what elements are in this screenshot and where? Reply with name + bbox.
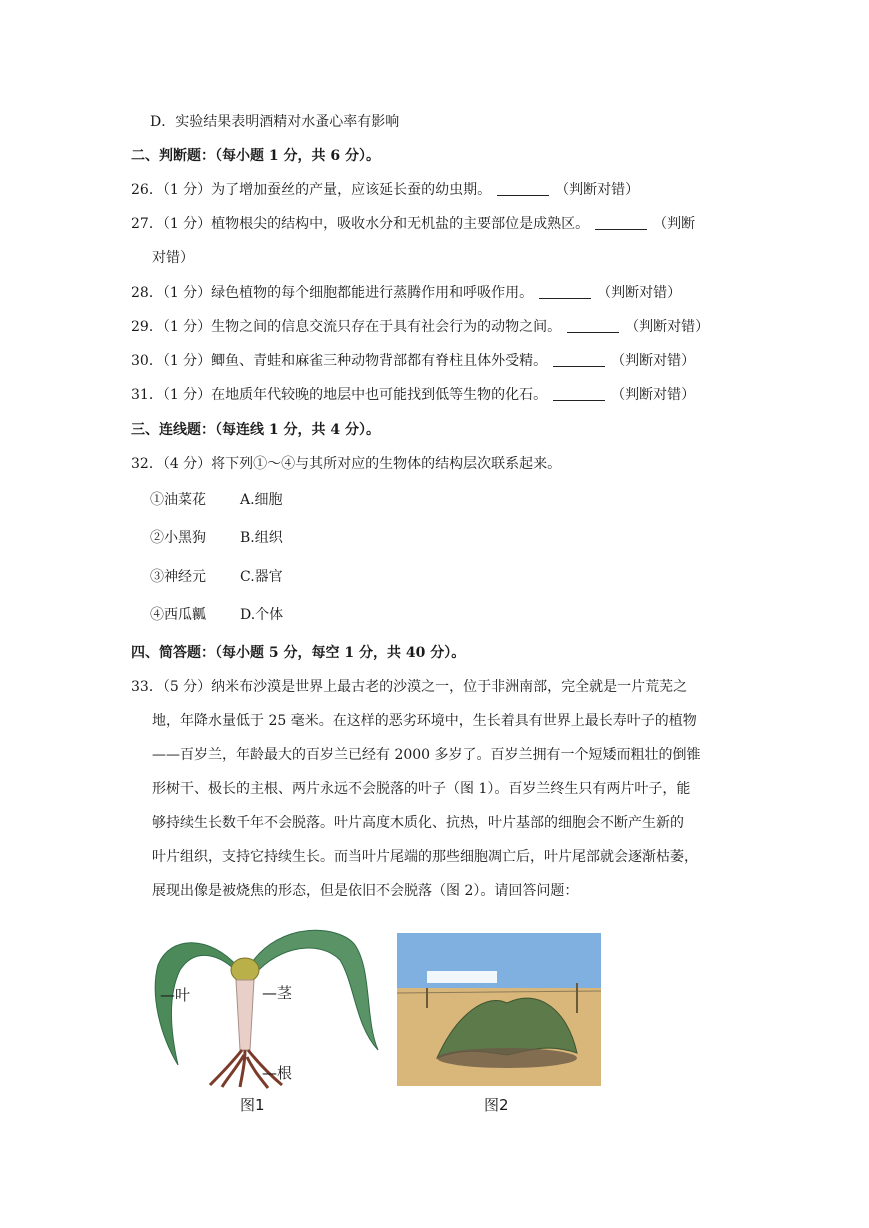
- judge-item-30: [131, 351, 695, 371]
- answer-blank-27[interactable]: [595, 215, 647, 230]
- q33-line-3: ——百岁兰，年龄最大的百岁兰已经有 2000 多岁了。百岁兰拥有一个短矮而粗壮的倒锥: [152, 747, 701, 763]
- stem-shape: [236, 980, 254, 1050]
- answer-blank-31[interactable]: [553, 386, 605, 401]
- label-leaf: —叶: [160, 986, 191, 1004]
- dry-leaf-tips: [437, 1048, 577, 1068]
- match-left-1[interactable]: ①油菜花: [150, 492, 206, 508]
- judge-item-27-cont: 对错）: [152, 250, 194, 266]
- judge-item-29-text: 29．（1 分）生物之间的信息交流只存在于具有社会行为的动物之间。: [131, 319, 562, 335]
- label-stem: —茎: [262, 984, 293, 1002]
- judge-item-28-text: 28．（1 分）绿色植物的每个细胞都能进行蒸腾作用和呼吸作用。: [131, 285, 534, 301]
- match-right-d[interactable]: D.个体: [240, 607, 284, 623]
- match-right-b[interactable]: B.组织: [240, 530, 283, 546]
- label-root: —根: [262, 1064, 293, 1082]
- figure2-caption: 图2: [484, 1096, 509, 1114]
- judge-item-28: [131, 283, 681, 303]
- q33-line-1: 33．（5 分）纳米布沙漠是世界上最古老的沙漠之一，位于非洲南部，完全就是一片荒芜之: [131, 679, 688, 695]
- judge-item-29: [131, 317, 709, 337]
- match-right-c[interactable]: C.器官: [240, 569, 283, 585]
- judge-item-31-text: 31．（1 分）在地质年代较晚的地层中也可能找到低等生物的化石。: [131, 387, 548, 403]
- match-right-a[interactable]: A.细胞: [240, 492, 283, 508]
- section3-heading: 三、连线题：（每连线 1 分，共 4 分）。: [131, 422, 380, 438]
- match-left-4[interactable]: ④西瓜瓤: [150, 607, 206, 623]
- q33-line-7: 展现出像是被烧焦的形态，但是依旧不会脱落（图 2）。请回答问题：: [152, 883, 579, 899]
- answer-blank-28[interactable]: [539, 284, 591, 299]
- judge-item-30-suffix: （判断对错）: [611, 353, 696, 369]
- judge-item-31: [131, 385, 695, 405]
- figure2-photo: [397, 933, 601, 1086]
- section4-heading: 四、简答题：（每小题 5 分，每空 1 分，共 40 分）。: [131, 645, 466, 661]
- match-left-3[interactable]: ③神经元: [150, 569, 206, 585]
- answer-blank-29[interactable]: [567, 318, 619, 333]
- q25-option-d: D．实验结果表明酒精对水蚤心率有影响: [150, 114, 400, 130]
- judge-item-30-text: 30．（1 分）鲫鱼、青蛙和麻雀三种动物背部都有脊柱且体外受精。: [131, 353, 548, 369]
- judge-item-27-suffix: （判断: [653, 216, 696, 232]
- q33-line-5: 够持续生长数千年不会脱落。叶片高度木质化、抗热，叶片基部的细胞会不断产生新的: [152, 815, 684, 831]
- judge-item-26-text: 26．（1 分）为了增加蚕丝的产量，应该延长蚕的幼虫期。: [131, 182, 492, 198]
- clouds: [427, 971, 497, 983]
- answer-blank-26[interactable]: [497, 181, 549, 196]
- q33-line-2: 地，年降水量低于 25 毫米。在这样的恶劣环境中，生长着具有世界上最长寿叶子的植物: [152, 713, 697, 729]
- crown-shape: [231, 958, 259, 982]
- section2-heading: 二、判断题：（每小题 1 分，共 6 分）。: [131, 148, 380, 164]
- sky: [397, 933, 601, 993]
- match-left-2[interactable]: ②小黑狗: [150, 530, 206, 546]
- judge-item-29-suffix: （判断对错）: [625, 319, 710, 335]
- q33-line-4: 形树干、极长的主根、两片永远不会脱落的叶子（图 1）。百岁兰终生只有两片叶子，能: [152, 781, 691, 797]
- judge-item-27: [131, 214, 695, 234]
- judge-item-26: [131, 180, 639, 200]
- judge-item-28-suffix: （判断对错）: [597, 285, 682, 301]
- judge-item-31-suffix: （判断对错）: [611, 387, 696, 403]
- q33-line-6: 叶片组织，支持它持续生长。而当叶片尾端的那些细胞凋亡后，叶片尾部就会逐渐枯萎，: [152, 849, 698, 865]
- q32-question: 32．（4 分）将下列①～④与其所对应的生物体的结构层次联系起来。: [131, 456, 562, 472]
- answer-blank-30[interactable]: [553, 352, 605, 367]
- judge-item-26-suffix: （判断对错）: [555, 182, 640, 198]
- figure1-caption: 图1: [240, 1096, 265, 1114]
- judge-item-27-text: 27．（1 分）植物根尖的结构中，吸收水分和无机盐的主要部位是成熟区。: [131, 216, 590, 232]
- desert-photo: [397, 933, 601, 1086]
